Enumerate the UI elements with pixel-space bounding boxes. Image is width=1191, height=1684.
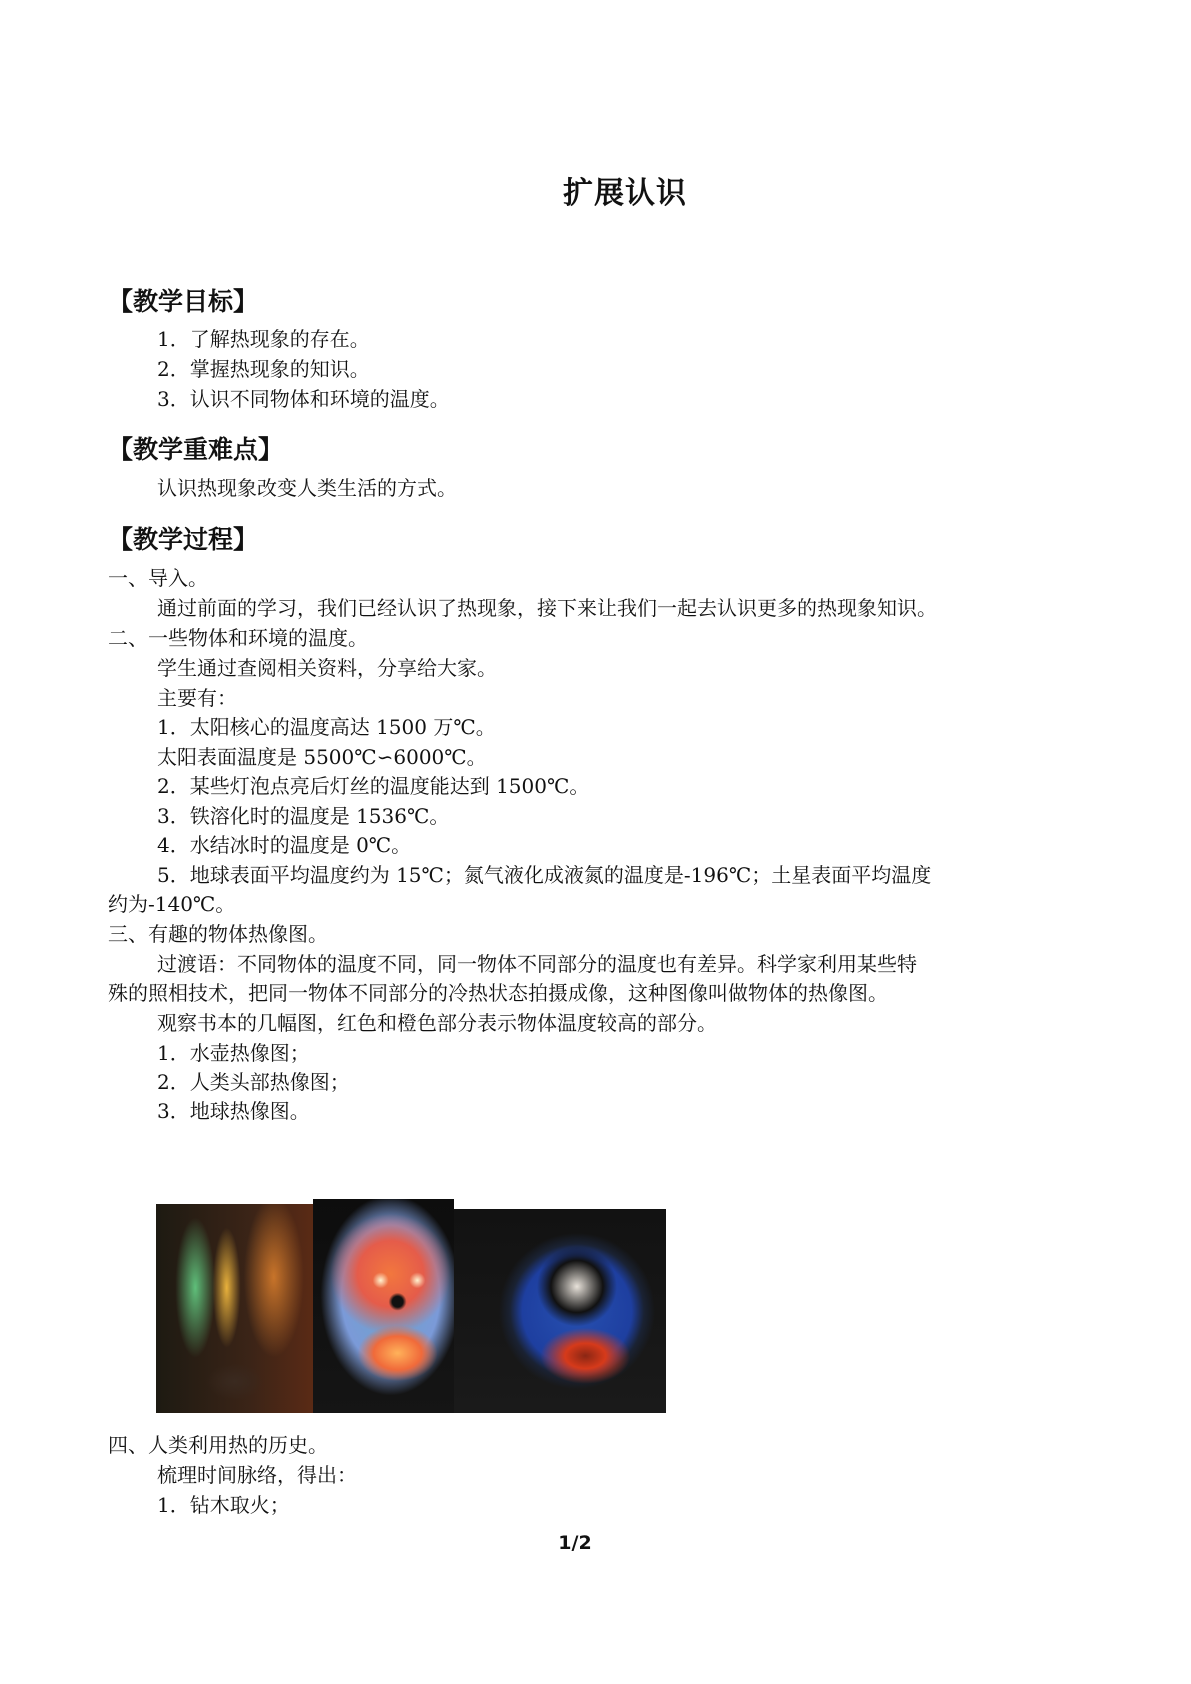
- thermal-item: 1．水壶热像图；: [157, 1041, 310, 1065]
- part3-text: 观察书本的几幅图，红色和橙色部分表示物体温度较高的部分。: [157, 1011, 717, 1035]
- part4-title: 四、人类利用热的历史。: [108, 1433, 328, 1457]
- part2-title: 二、一些物体和环境的温度。: [108, 626, 368, 650]
- key-points-heading: 【教学重难点】: [108, 435, 284, 464]
- temp-item: 太阳表面温度是 5500℃∽6000℃。: [157, 745, 487, 769]
- document-title: 扩展认识: [563, 176, 687, 211]
- human-head-thermal-image: [313, 1199, 454, 1413]
- part3-text: 殊的照相技术，把同一物体不同部分的冷热状态拍摄成像，这种图像叫做物体的热像图。: [108, 981, 888, 1005]
- part1-text: 通过前面的学习，我们已经认识了热现象，接下来让我们一起去认识更多的热现象知识。: [157, 596, 937, 620]
- page-number: 1/2: [558, 1532, 592, 1554]
- temp-item: 1．太阳核心的温度高达 1500 万℃。: [157, 715, 496, 739]
- temp-item: 4．水结冰时的温度是 0℃。: [157, 833, 412, 857]
- temp-item: 5．地球表面平均温度约为 15℃；氮气液化成液氮的温度是-196℃；土星表面平均温度: [157, 863, 932, 887]
- earth-thermal-image: [454, 1209, 666, 1413]
- thermal-images: [156, 1204, 666, 1413]
- part3-text: 过渡语：不同物体的温度不同，同一物体不同部分的温度也有差异。科学家利用某些特: [157, 952, 917, 976]
- temp-item: 3．铁溶化时的温度是 1536℃。: [157, 804, 450, 828]
- goal-item: 3．认识不同物体和环境的温度。: [157, 387, 450, 411]
- temp-item: 2．某些灯泡点亮后灯丝的温度能达到 1500℃。: [157, 774, 590, 798]
- key-points-text: 认识热现象改变人类生活的方式。: [157, 476, 457, 500]
- kettle-thermal-image: [156, 1204, 313, 1413]
- thermal-item: 3．地球热像图。: [157, 1099, 310, 1123]
- part3-title: 三、有趣的物体热像图。: [108, 922, 328, 946]
- part2-intro: 学生通过查阅相关资料，分享给大家。: [157, 656, 497, 680]
- part1-title: 一、导入。: [108, 566, 208, 590]
- part2-main: 主要有：: [157, 686, 237, 710]
- part4-text: 梳理时间脉络，得出：: [157, 1463, 357, 1487]
- temp-item: 约为-140℃。: [108, 892, 236, 916]
- goal-item: 1．了解热现象的存在。: [157, 327, 370, 351]
- history-item: 1．钻木取火；: [157, 1493, 290, 1517]
- process-heading: 【教学过程】: [108, 525, 259, 554]
- goal-item: 2．掌握热现象的知识。: [157, 357, 370, 381]
- thermal-item: 2．人类头部热像图；: [157, 1070, 350, 1094]
- goals-heading: 【教学目标】: [108, 287, 259, 316]
